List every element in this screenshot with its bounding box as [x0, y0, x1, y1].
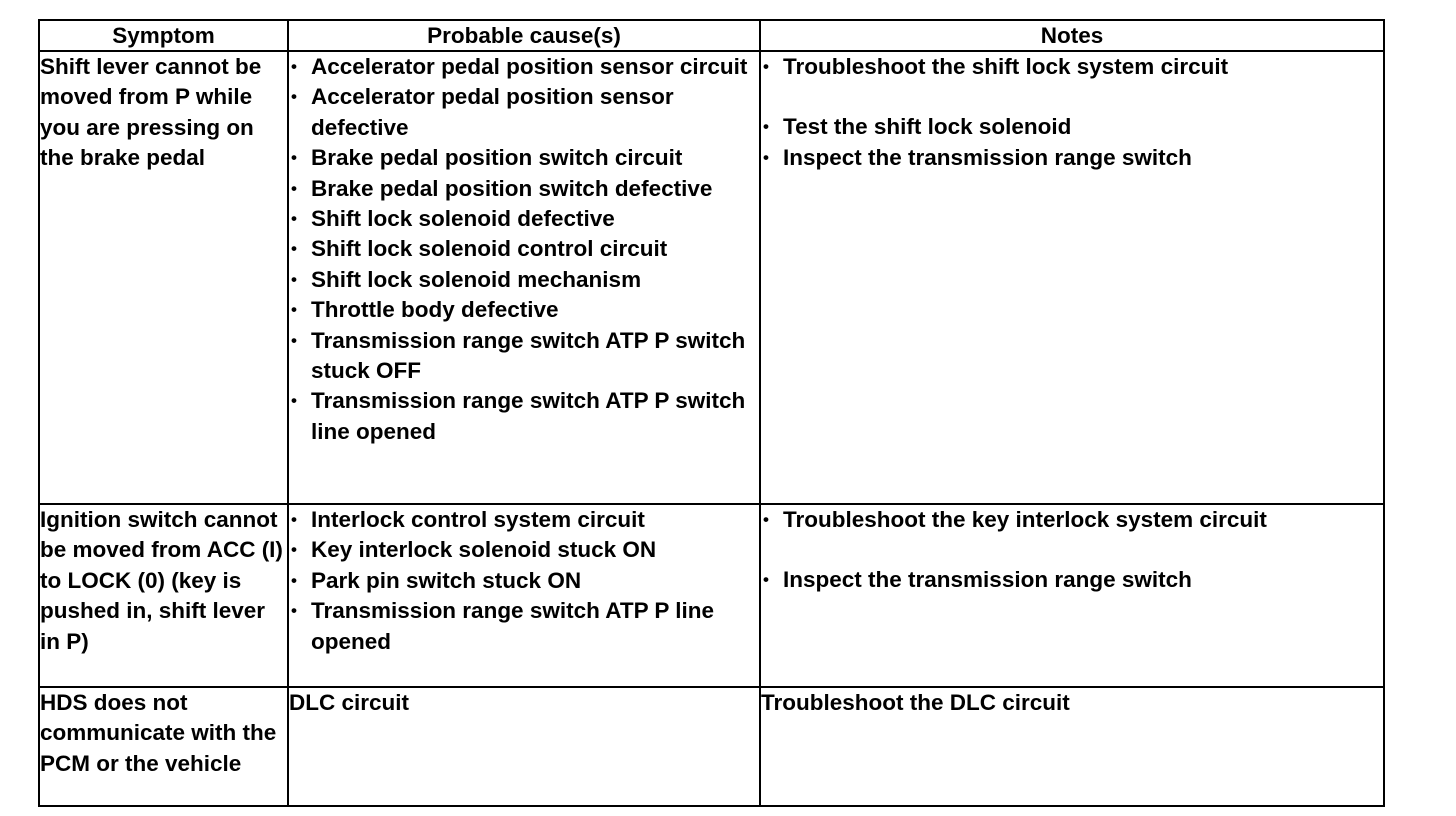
- symptom-cell: Ignition switch cannot be moved from ACC (I) to LOCK (0) (key is pushed in, shift lever in P): [39, 504, 288, 687]
- symptom-cell: Shift lever cannot be moved from P while you are pressing on the brake pedal: [39, 51, 288, 504]
- list-item: • Inspect the transmission range switch: [761, 143, 1383, 173]
- table-row: [39, 51, 1384, 504]
- table-row: [39, 687, 1384, 806]
- list-item: • Transmission range switch ATP P switch stuck OFF: [291, 327, 746, 384]
- list-item: • Test the shift lock solenoid: [761, 112, 1383, 142]
- bullet-icon: •: [763, 570, 769, 590]
- bullet-icon: •: [291, 148, 297, 168]
- causes-cell: [288, 51, 760, 504]
- bullet-icon: •: [291, 239, 297, 259]
- bullet-icon: •: [291, 209, 297, 229]
- header-symptom: Symptom: [39, 20, 288, 51]
- notes-list: [761, 52, 1383, 173]
- list-item: • Brake pedal position switch circuit: [289, 143, 759, 173]
- list-item: • Shift lock solenoid defective: [289, 204, 759, 234]
- list-item: • Accelerator pedal position sensor circuit: [289, 52, 759, 82]
- list-item: • Accelerator pedal position sensor defective: [291, 84, 674, 140]
- bullet-icon: •: [763, 117, 769, 137]
- bullet-icon: •: [291, 178, 297, 198]
- bullet-icon: •: [291, 391, 297, 411]
- troubleshooting-table: [38, 19, 1385, 807]
- bullet-icon: •: [763, 510, 769, 529]
- bullet-icon: •: [291, 269, 297, 289]
- notes-cell: Troubleshoot the DLC circuit: [760, 687, 1384, 806]
- bullet-icon: •: [291, 601, 297, 621]
- list-item: • Interlock control system circuit: [289, 505, 759, 535]
- list-item: • Shift lock solenoid control circuit: [289, 234, 759, 264]
- list-item: • Throttle body defective: [289, 295, 759, 325]
- bullet-icon: •: [291, 330, 297, 350]
- list-item: • Inspect the transmission range switch: [761, 565, 1383, 595]
- bullet-icon: •: [763, 57, 769, 76]
- bullet-icon: •: [291, 570, 297, 590]
- causes-list: [289, 52, 759, 447]
- list-item: • Transmission range switch ATP P switch line opened: [291, 388, 746, 444]
- causes-cell: DLC circuit: [288, 687, 760, 806]
- header-probable-causes: Probable cause(s): [288, 20, 760, 51]
- bullet-icon: •: [291, 510, 297, 529]
- causes-list: [289, 505, 759, 657]
- bullet-icon: •: [291, 87, 297, 107]
- notes-list: [761, 505, 1383, 596]
- list-item: • Key interlock solenoid stuck ON: [289, 535, 759, 565]
- list-item: • Shift lock solenoid mechanism: [289, 265, 759, 295]
- header-row: [39, 20, 1384, 51]
- bullet-icon: •: [763, 147, 769, 167]
- list-item: • Troubleshoot the key interlock system circuit: [761, 505, 1383, 535]
- bullet-icon: •: [291, 57, 297, 76]
- notes-cell: [760, 51, 1384, 504]
- symptom-cell: HDS does not communicate with the PCM or the vehicle: [39, 687, 288, 806]
- causes-cell: [288, 504, 760, 687]
- header-notes: Notes: [760, 20, 1384, 51]
- table-row: [39, 504, 1384, 687]
- notes-cell: [760, 504, 1384, 687]
- list-item: • Troubleshoot the shift lock system circuit: [761, 52, 1383, 82]
- bullet-icon: •: [291, 300, 297, 320]
- bullet-icon: •: [291, 540, 297, 560]
- list-item: • Brake pedal position switch defective: [289, 174, 759, 204]
- list-item: • Park pin switch stuck ON: [289, 566, 759, 596]
- list-item: • Transmission range switch ATP P line opened: [291, 598, 715, 654]
